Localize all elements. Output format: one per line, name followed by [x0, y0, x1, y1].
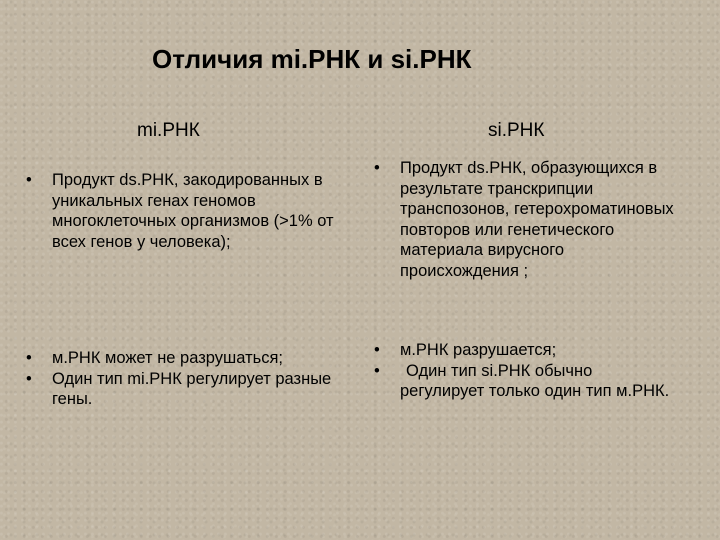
slide-title: Отличия mi.РНК и si.РНК	[152, 44, 472, 74]
right-column-heading: si.РНК	[488, 120, 545, 141]
list-item-text: Один тип mi.РНК регулирует разные гены.	[52, 369, 332, 409]
list-item-text: м.РНК разрушается;	[400, 341, 557, 359]
list-item	[26, 348, 356, 369]
bullet-icon: •	[374, 159, 380, 177]
list-item	[374, 361, 674, 402]
right-bullet-list-2	[374, 340, 674, 402]
bullet-icon: •	[26, 349, 32, 367]
list-item-text: Продукт ds.РНК, образующихся в результате транскрипции транспозонов, гетерохроматиновых повторов или генетического материала вирусного происхождения ;	[400, 159, 674, 280]
bullet-icon: •	[26, 369, 32, 388]
list-item-text: Один тип si.РНК обычно регулирует только один тип м.РНК.	[400, 361, 670, 401]
left-column-heading: mi.РНК	[137, 120, 200, 141]
list-item-text: Продукт ds.РНК, закодированных в уникальных генах геномов многоклеточных организмов (>1% от всех генов у человека);	[52, 171, 334, 251]
bullet-icon: •	[374, 361, 380, 380]
list-item-text: м.РНК может не разрушаться;	[52, 349, 284, 367]
list-item	[26, 170, 356, 252]
right-bullet-list-1	[374, 158, 674, 282]
list-item	[374, 340, 674, 361]
bullet-icon: •	[26, 171, 32, 189]
list-item	[26, 369, 356, 410]
left-bullet-list-2	[26, 348, 356, 410]
list-item	[374, 158, 674, 282]
bullet-icon: •	[374, 341, 380, 359]
left-bullet-list-1	[26, 170, 356, 252]
